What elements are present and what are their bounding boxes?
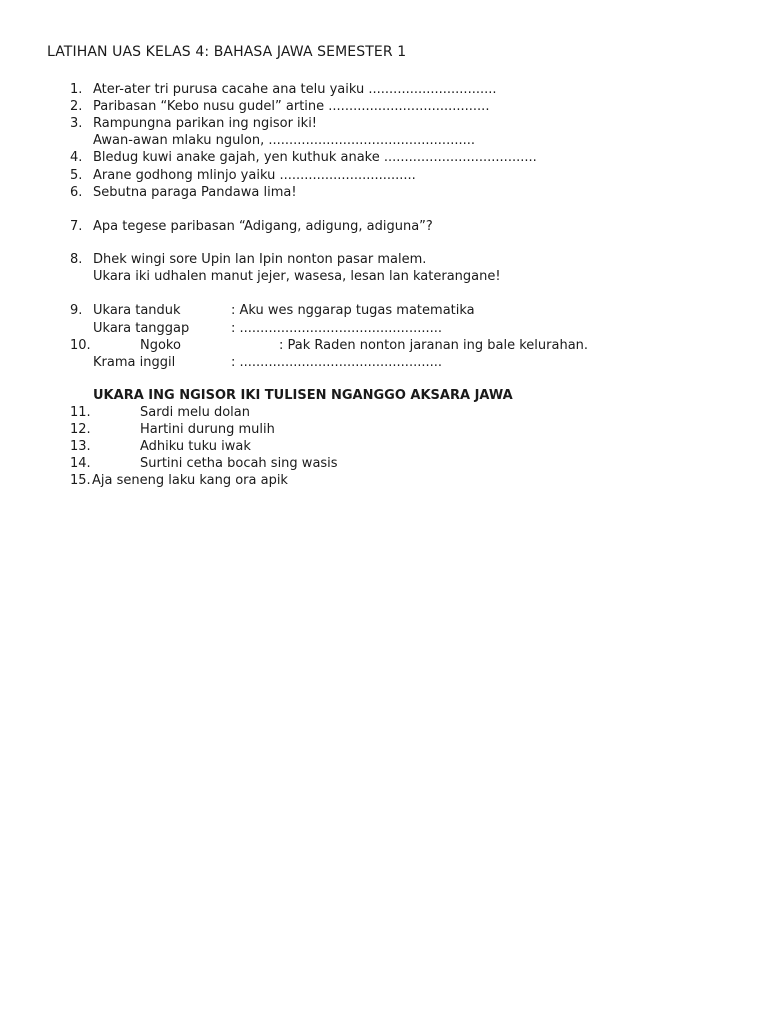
label-krama-inggil: Krama inggil — [93, 355, 176, 370]
question-text: Paribasan “Kebo nusu gudel” artine ....................................... — [93, 99, 490, 114]
question-number: 1. — [70, 82, 83, 97]
value-ukara-tanduk: : Aku wes nggarap tugas matematika — [231, 303, 475, 318]
item-number: 12. — [70, 422, 91, 437]
question-text: Dhek wingi sore Upin lan Ipin nonton pasar malem. — [93, 252, 427, 267]
question-number: 10. — [70, 338, 91, 353]
item-number: 11. — [70, 405, 91, 420]
item-text: Sardi melu dolan — [140, 405, 250, 420]
question-number: 2. — [70, 99, 83, 114]
question-number: 6. — [70, 185, 83, 200]
question-number: 4. — [70, 150, 83, 165]
item-number: 15. — [70, 473, 91, 488]
section-heading: UKARA ING NGISOR IKI TULISEN NGANGGO AKSARA JAWA — [93, 388, 513, 403]
item-number: 13. — [70, 439, 91, 454]
question-text: Bledug kuwi anake gajah, yen kuthuk anake ..................................... — [93, 150, 537, 165]
item-text: Hartini durung mulih — [140, 422, 275, 437]
label-ukara-tanggap: Ukara tanggap — [93, 321, 190, 336]
value-ngoko: : Pak Raden nonton jaranan ing bale kelurahan. — [279, 338, 589, 353]
label-ukara-tanduk: Ukara tanduk — [93, 303, 181, 318]
question-number: 3. — [70, 116, 83, 131]
item-number: 14. — [70, 456, 91, 471]
item-text: Aja seneng laku kang ora apik — [92, 473, 288, 488]
question-number: 5. — [70, 168, 83, 183]
question-text: Apa tegese paribasan “Adigang, adigung, adiguna”? — [93, 219, 433, 234]
question-subtext: Ukara iki udhalen manut jejer, wasesa, lesan lan katerangane! — [93, 269, 501, 284]
question-number: 7. — [70, 219, 83, 234]
question-subtext: Awan-awan mlaku ngulon, .................................................. — [93, 133, 475, 148]
label-ngoko: Ngoko — [140, 338, 181, 353]
value-ukara-tanggap: : ................................................. — [231, 321, 442, 336]
question-text: Rampungna parikan ing ngisor iki! — [93, 116, 318, 131]
item-text: Surtini cetha bocah sing wasis — [140, 456, 338, 471]
value-krama-inggil: : ................................................. — [231, 355, 442, 370]
document-title: LATIHAN UAS KELAS 4: BAHASA JAWA SEMESTER 1 — [47, 44, 407, 60]
question-number: 9. — [70, 303, 83, 318]
question-text: Sebutna paraga Pandawa lima! — [93, 185, 297, 200]
item-text: Adhiku tuku iwak — [140, 439, 251, 454]
question-number: 8. — [70, 252, 83, 267]
question-text: Arane godhong mlinjo yaiku ................................. — [93, 168, 416, 183]
question-text: Ater-ater tri purusa cacahe ana telu yaiku ............................... — [93, 82, 497, 97]
